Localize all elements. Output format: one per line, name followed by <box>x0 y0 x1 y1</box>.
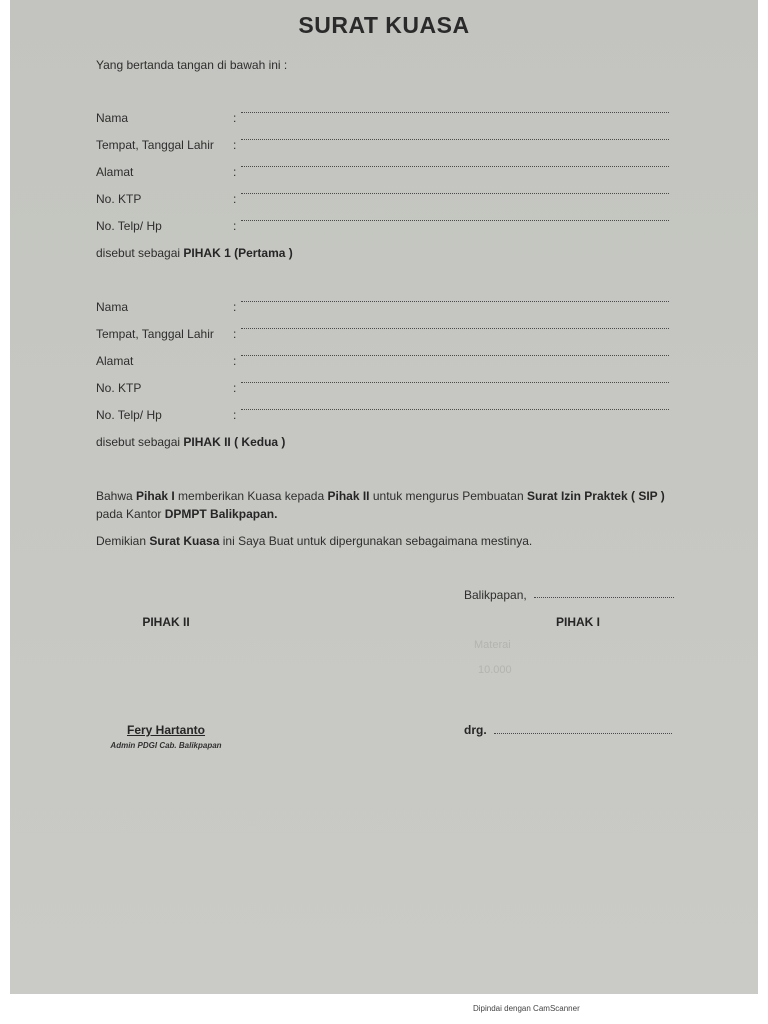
field-label-telp: No. Telp/ Hp <box>96 408 162 422</box>
signer-name: Fery Hartanto <box>126 723 206 737</box>
field-label-nama: Nama <box>96 300 129 314</box>
field-colon: : <box>233 111 237 125</box>
fill-line <box>241 112 669 113</box>
signer-title: Admin PDGI Cab. Balikpapan <box>110 741 222 750</box>
field-colon: : <box>233 219 237 233</box>
party-2-designation: disebut sebagai PIHAK II ( Kedua ) <box>96 435 286 449</box>
field-label-alamat: Alamat <box>96 354 134 368</box>
materai-stamp-value: 10.000 <box>478 664 512 676</box>
place-date-label: Balikpapan, <box>464 588 527 602</box>
field-colon: : <box>233 381 237 395</box>
document-title: SURAT KUASA <box>298 12 470 38</box>
field-colon: : <box>233 354 237 368</box>
field-label-ktp: No. KTP <box>96 381 142 395</box>
scanned-page <box>10 0 758 994</box>
fill-line <box>241 139 669 140</box>
fill-line <box>241 166 669 167</box>
statement-line-1: Bahwa Pihak I memberikan Kuasa kepada Pihak II untuk mengurus Pembuatan Surat Izin Praktek ( SIP ) <box>96 489 665 503</box>
fill-line <box>241 301 669 302</box>
field-label-ttl: Tempat, Tanggal Lahir <box>96 327 214 341</box>
intro-text: Yang bertanda tangan di bawah ini : <box>96 58 288 72</box>
statement-line-2: pada Kantor DPMPT Balikpapan. <box>96 507 278 521</box>
field-label-ktp: No. KTP <box>96 192 142 206</box>
fill-line <box>241 355 669 356</box>
field-colon: : <box>233 327 237 341</box>
fill-line <box>241 409 669 410</box>
scanner-watermark: Dipindai dengan CamScanner <box>473 1004 580 1013</box>
pihak-i-heading: PIHAK I <box>555 615 600 629</box>
field-colon: : <box>233 165 237 179</box>
drg-signature-label: drg. <box>464 723 487 737</box>
drg-fill-line <box>494 733 672 734</box>
materai-stamp-label: Materai <box>474 639 511 651</box>
field-label-nama: Nama <box>96 111 129 125</box>
field-colon: : <box>233 192 237 206</box>
pihak-ii-heading: PIHAK II <box>142 615 190 629</box>
field-label-ttl: Tempat, Tanggal Lahir <box>96 138 214 152</box>
field-colon: : <box>233 138 237 152</box>
field-label-alamat: Alamat <box>96 165 134 179</box>
fill-line <box>241 193 669 194</box>
fill-line <box>241 328 669 329</box>
field-colon: : <box>233 300 237 314</box>
field-label-telp: No. Telp/ Hp <box>96 219 162 233</box>
date-fill-line <box>534 597 674 598</box>
fill-line <box>241 382 669 383</box>
closing-text: Demikian Surat Kuasa ini Saya Buat untuk dipergunakan sebagaimana mestinya. <box>96 534 533 548</box>
field-colon: : <box>233 408 237 422</box>
party-1-designation: disebut sebagai PIHAK 1 (Pertama ) <box>96 246 293 260</box>
fill-line <box>241 220 669 221</box>
